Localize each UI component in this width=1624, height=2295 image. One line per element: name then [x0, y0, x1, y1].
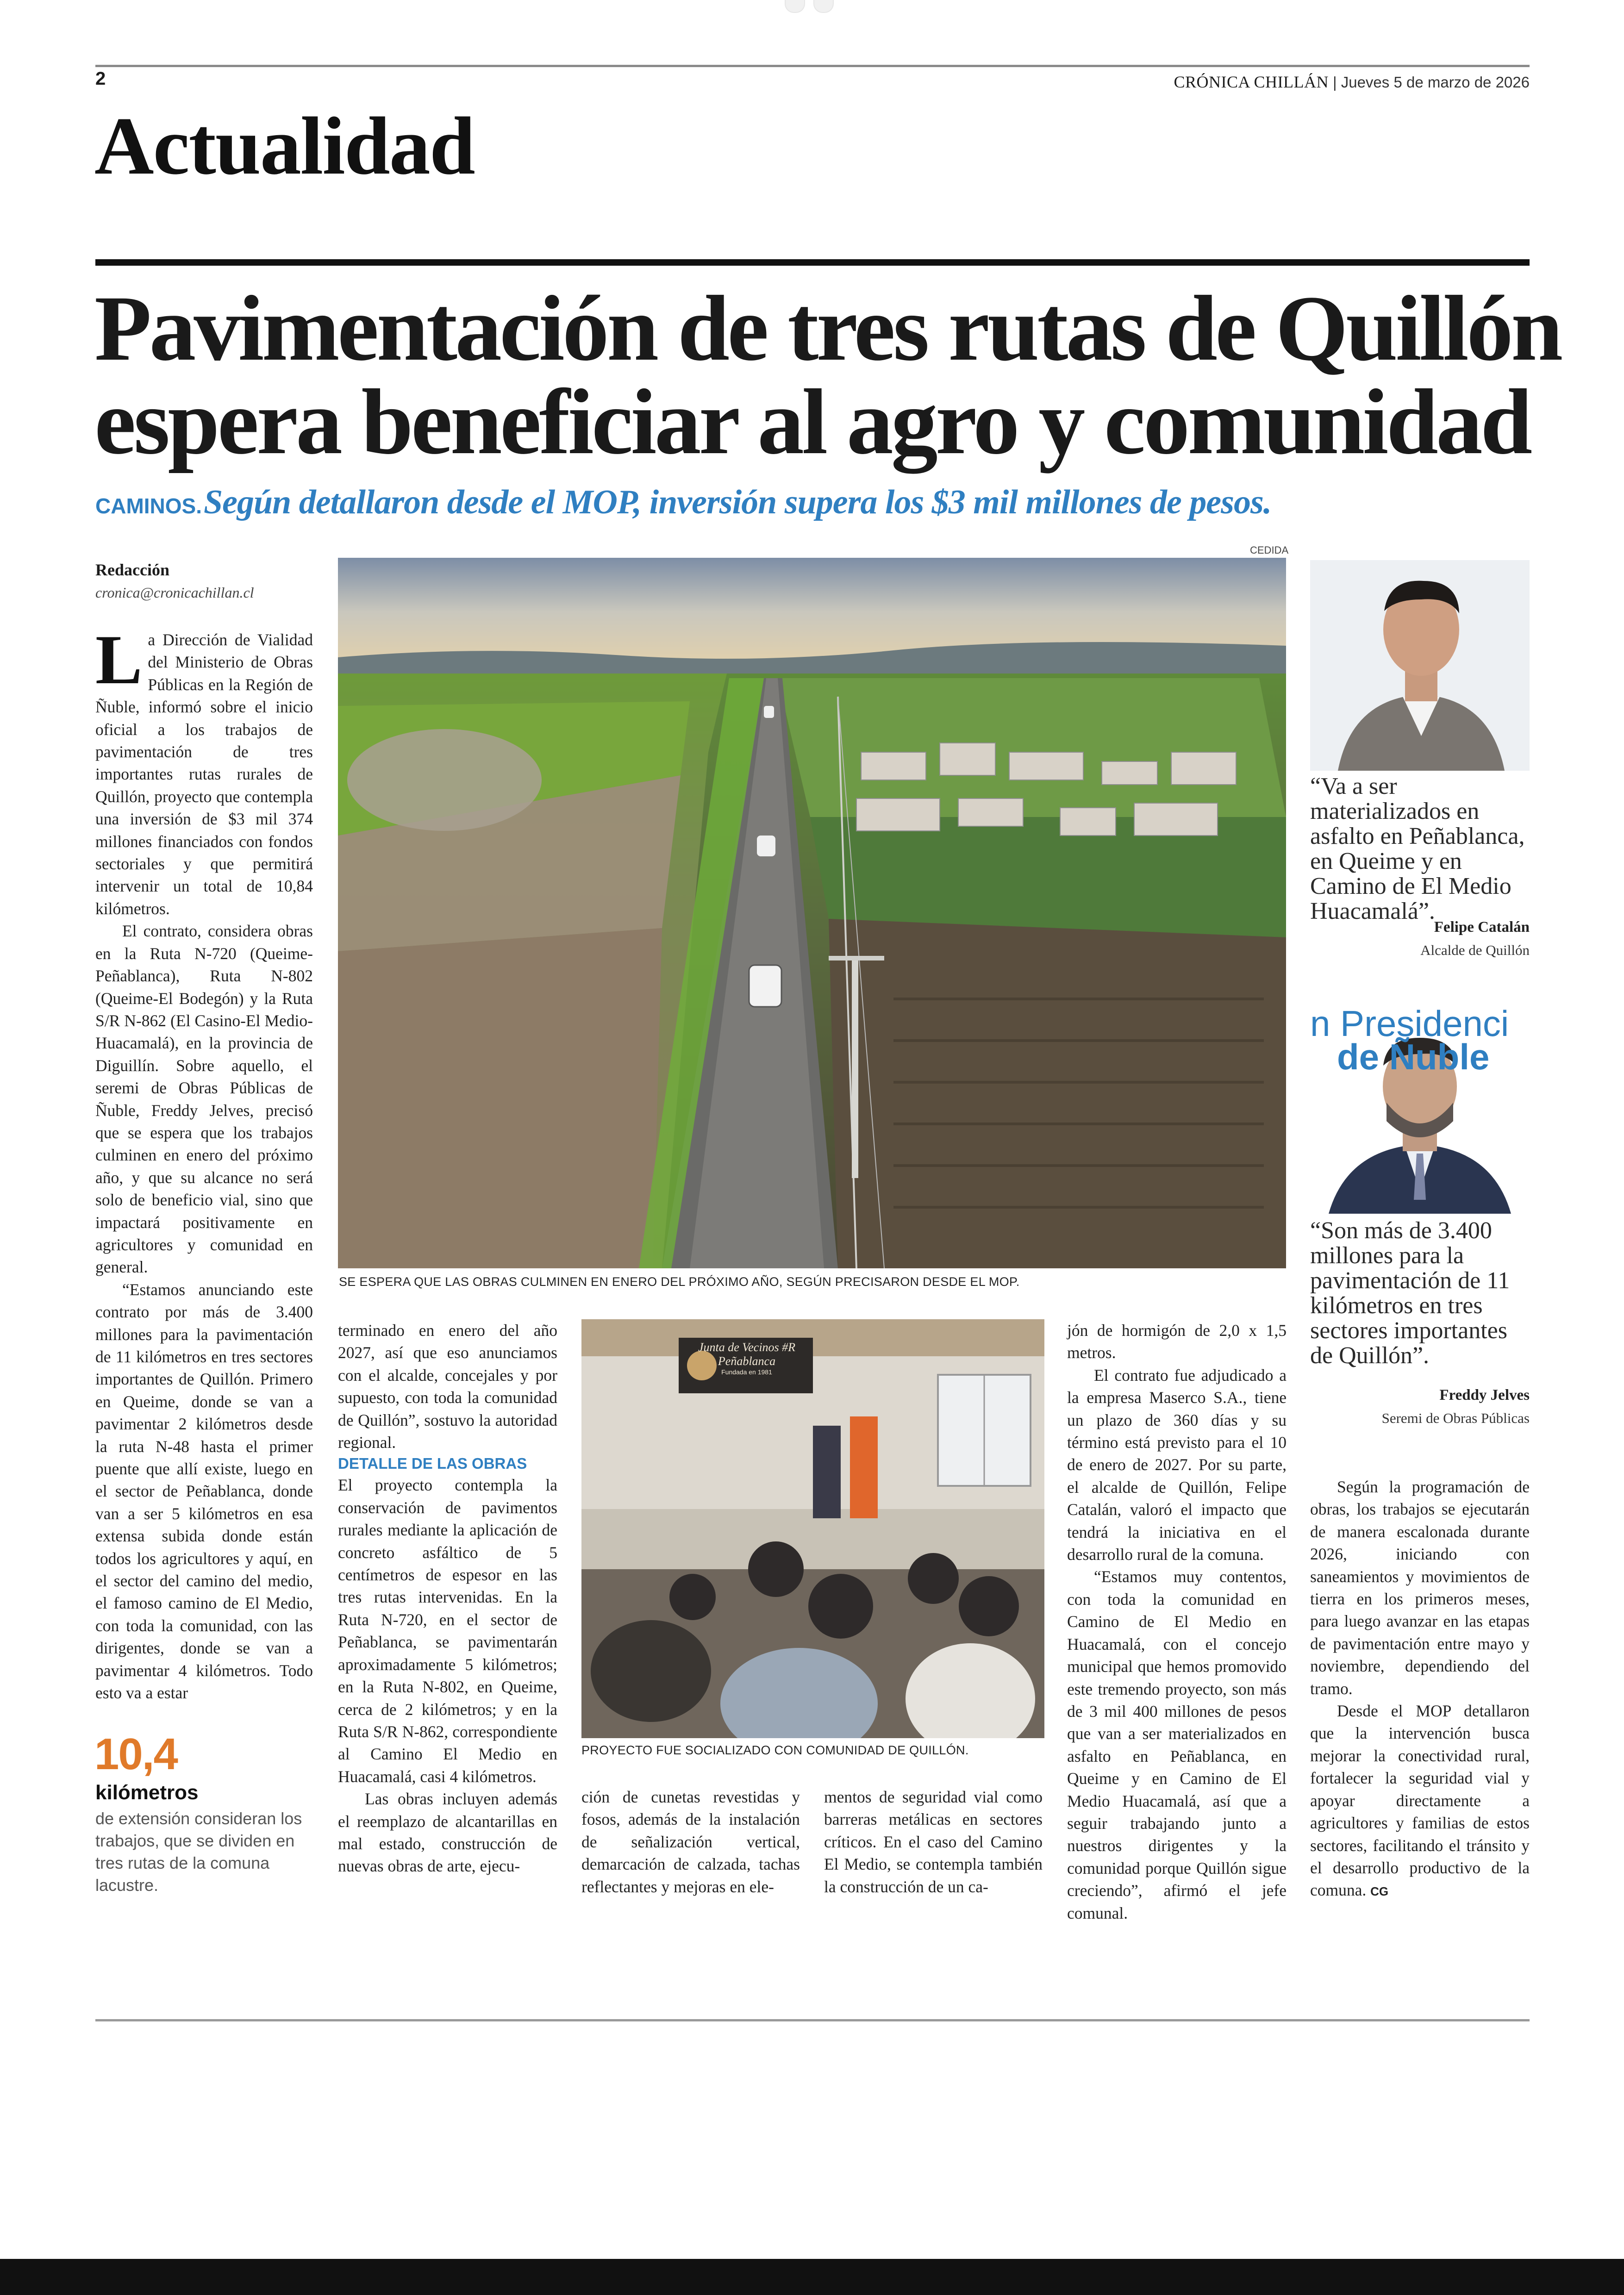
- page-number: 2: [95, 69, 106, 89]
- footer-rule: [95, 2019, 1530, 2021]
- stat-text: de extensión consideran los trabajos, que se dividen en tres rutas de la comuna lacustre.: [95, 1809, 302, 1895]
- quote-role-catalan: Alcalde de Quillón: [1420, 942, 1530, 958]
- subhead-obras: DETALLE DE LAS OBRAS: [338, 1455, 527, 1472]
- body-column-2: [338, 1319, 557, 1877]
- bottom-bar: [0, 2259, 1624, 2295]
- dot-icon: [813, 0, 834, 13]
- sign-text: [684, 1341, 809, 1376]
- pull-quote-catalan: “Va a ser materializados en asfalto en Peñablanca, en Queime y en Camino de El Medio Huacamalá”.: [1310, 773, 1525, 924]
- quote-name-catalan: Felipe Catalán: [1434, 919, 1530, 935]
- sign-line-2: Peñablanca: [718, 1354, 776, 1368]
- backdrop-text-2: de Ñuble: [1337, 1036, 1490, 1077]
- body-column-1: [95, 621, 313, 1704]
- body-paragraph: “Estamos anunciando este contrato por más de 3.400 millones para la pavimentación de 11 kilómetros en tres sectores importantes de Quillón. Primero en Queime, donde se van a pavimentar 2 kilómetros desde la ruta N-48 hasta el primer puente que allí existe, luego en el sector de Peñablanca, donde van a ser 5 kilómetros en esa extensa subida donde están todos los agricultores y aquí, en el sector del camino del medio, el famoso camino de El Medio, con toda la comunidad, con las dirigentes, donde se van a pavimentar 4 kilómetros. Todo esto va a estar: [95, 1280, 313, 1703]
- portrait-catalan: [1310, 560, 1530, 771]
- byline-author: Redacción: [95, 561, 169, 579]
- body-paragraph: El contrato fue adjudicado a la empresa Maserco S.A., tiene un plazo de 360 días y su término está previsto para el 10 de enero de 2027. Por su parte, el alcalde de Quillón, Felipe Catalán, valoró el impacto que tendrá la iniciativa en el desarrollo rural de la comuna.: [1067, 1366, 1287, 1564]
- header-rule: [95, 65, 1530, 67]
- kicker: [95, 483, 1271, 522]
- end-mark: CG: [1370, 1884, 1389, 1899]
- byline-email: cronica@cronicachillan.cl: [95, 584, 254, 601]
- paper-name: CRÓNICA CHILLÁN: [1174, 73, 1329, 91]
- body-paragraph: “Estamos muy contentos, con toda la comunidad en Camino de El Medio en Huacamalá, con el concejo municipal que hemos promovido este tremendo proyecto, son más de 3 mil 400 millones de pesos que van a ser materializados en asfalto en Peñablanca, en Queime y en Camino de El Medio Huacamalá, así que a seguir trabajando junto a nuestros dirigentes y la comunidad porque Quillón sigue creciendo”, afirmó el jefe comunal.: [1067, 1567, 1287, 1922]
- sign-line-1: Junta de Vecinos #R: [698, 1341, 796, 1354]
- quote-role-jelves: Seremi de Obras Públicas: [1381, 1410, 1530, 1426]
- body-column-5: [1067, 1319, 1287, 1924]
- headline-rule: [95, 259, 1530, 266]
- body-paragraph: Las obras incluyen además el reemplazo de alcantarillas en mal estado, construcción de nuevas obras de arte, ejecu-: [338, 1790, 557, 1876]
- quote-name-jelves: Freddy Jelves: [1439, 1387, 1530, 1403]
- body-column-6: [1310, 1476, 1530, 1903]
- body-paragraph: terminado en enero del año 2027, así que eso anunciamos con el alcalde, concejales y por supuesto, con toda la comunidad de Quillón”, sostuvo la autoridad regional.: [338, 1321, 557, 1452]
- headline: [94, 276, 1561, 474]
- main-photo-caption: SE ESPERA QUE LAS OBRAS CULMINEN EN ENERO DEL PRÓXIMO AÑO, SEGÚN PRECISARON DESDE EL MOP.: [339, 1275, 1020, 1289]
- body-paragraph: El proyecto contempla la conservación de pavimentos rurales mediante la aplicación de concreto asfáltico de 5 centímetros de espesor en las tres rutas intervenidas. En la Ruta N-720, en el sector de Peñablanca, se pavimentarán aproximadamente 5 kilómetros; en la Ruta N-802, en Queime, cerca de 2 kilómetros; y en la Ruta S/R N-862, correspondiente al Camino El Medio en Huacamalá, casi 4 kilómetros.: [338, 1476, 557, 1786]
- stat-number: 10,4: [94, 1729, 177, 1779]
- browser-dots: [785, 0, 840, 14]
- headline-line-2: espera beneficiar al agro y comunidad: [94, 370, 1530, 474]
- dot-icon: [785, 0, 805, 13]
- stat-unit: kilómetros: [95, 1781, 199, 1804]
- headline-line-1: Pavimentación de tres rutas de Quillón: [94, 276, 1561, 380]
- community-photo: [581, 1319, 1044, 1738]
- body-paragraph: Según la programación de obras, los trabajos se ejecutarán de manera escalonada durante 2026, iniciando con saneamientos y movimientos de tierra en los primeros meses, para luego avanzar en las etapas de pavimentación entre mayo y noviembre, dependiendo del tramo.: [1310, 1478, 1530, 1698]
- body-paragraph: a Dirección de Vialidad del Ministerio de Obras Públicas en la Región de Ñuble, informó sobre el inicio oficial a los trabajos de pavimentación de tres importantes rutas rurales de Quillón, proyecto que contempla una inversión de $3 mil 374 millones financiados con fondos sectoriales y que permitirá intervenir un total de 10,84 kilómetros.: [95, 630, 313, 918]
- community-photo-caption: PROYECTO FUE SOCIALIZADO CON COMUNIDAD DE QUILLÓN.: [581, 1743, 969, 1757]
- body-paragraph: Desde el MOP detallaron que la intervención busca mejorar la conectividad rural, fortalecer la seguridad vial y apoyar directamente a agricultores y familias de estos sectores, facilitando el tránsito y el desarrollo productivo de la comuna.: [1310, 1702, 1530, 1900]
- body-column-3: [581, 1786, 800, 1898]
- issue-date: | Jueves 5 de marzo de 2026: [1332, 74, 1530, 91]
- photo-credit: CEDIDA: [1250, 544, 1289, 556]
- sign-line-3: Fundada en 1981: [721, 1368, 772, 1376]
- backdrop-text-1: n Presidenci: [1310, 1005, 1509, 1044]
- paper-dateline: [1174, 72, 1530, 92]
- portrait-jelves: [1310, 1005, 1530, 1214]
- body-paragraph: mentos de seguridad vial como barreras metálicas en sectores críticos. En el caso del Camino El Medio, se contempla también la construcción de un ca-: [824, 1788, 1043, 1896]
- kicker-label: CAMINOS.: [95, 494, 202, 518]
- drop-cap: L: [95, 621, 143, 698]
- body-paragraph: ción de cunetas revestidas y fosos, además de la instalación de señalización vertical, demarcación de calzada, tachas reflectantes y mejoras en ele-: [581, 1788, 800, 1896]
- main-photo: [338, 558, 1286, 1268]
- body-paragraph: El contrato, considera obras en la Ruta N-720 (Queime-Peñablanca), Ruta N-802 (Queime-El Bodegón) y la Ruta S/R N-862 (El Casino-El Medio-Huacamalá), en la provincia de Diguillín. Sobre aquello, el seremi de Obras Públicas de Ñuble, Freddy Jelves, precisó que se espera que los trabajos culminen en enero del próximo año, y que su alcance no será solo de beneficio vial, sino que impactará positivamente en agricultores y comunidad en general.: [95, 922, 313, 1277]
- pull-quote-jelves: “Son más de 3.400 millones para la pavimentación de 11 kilómetros en tres sectores importantes de Quillón”.: [1310, 1217, 1510, 1369]
- section-title: Actualidad: [94, 100, 475, 192]
- body-paragraph: jón de hormigón de 2,0 x 1,5 metros.: [1067, 1321, 1287, 1362]
- kicker-text: Según detallaron desde el MOP, inversión supera los $3 mil millones de pesos.: [204, 483, 1272, 521]
- body-column-4: [824, 1786, 1043, 1898]
